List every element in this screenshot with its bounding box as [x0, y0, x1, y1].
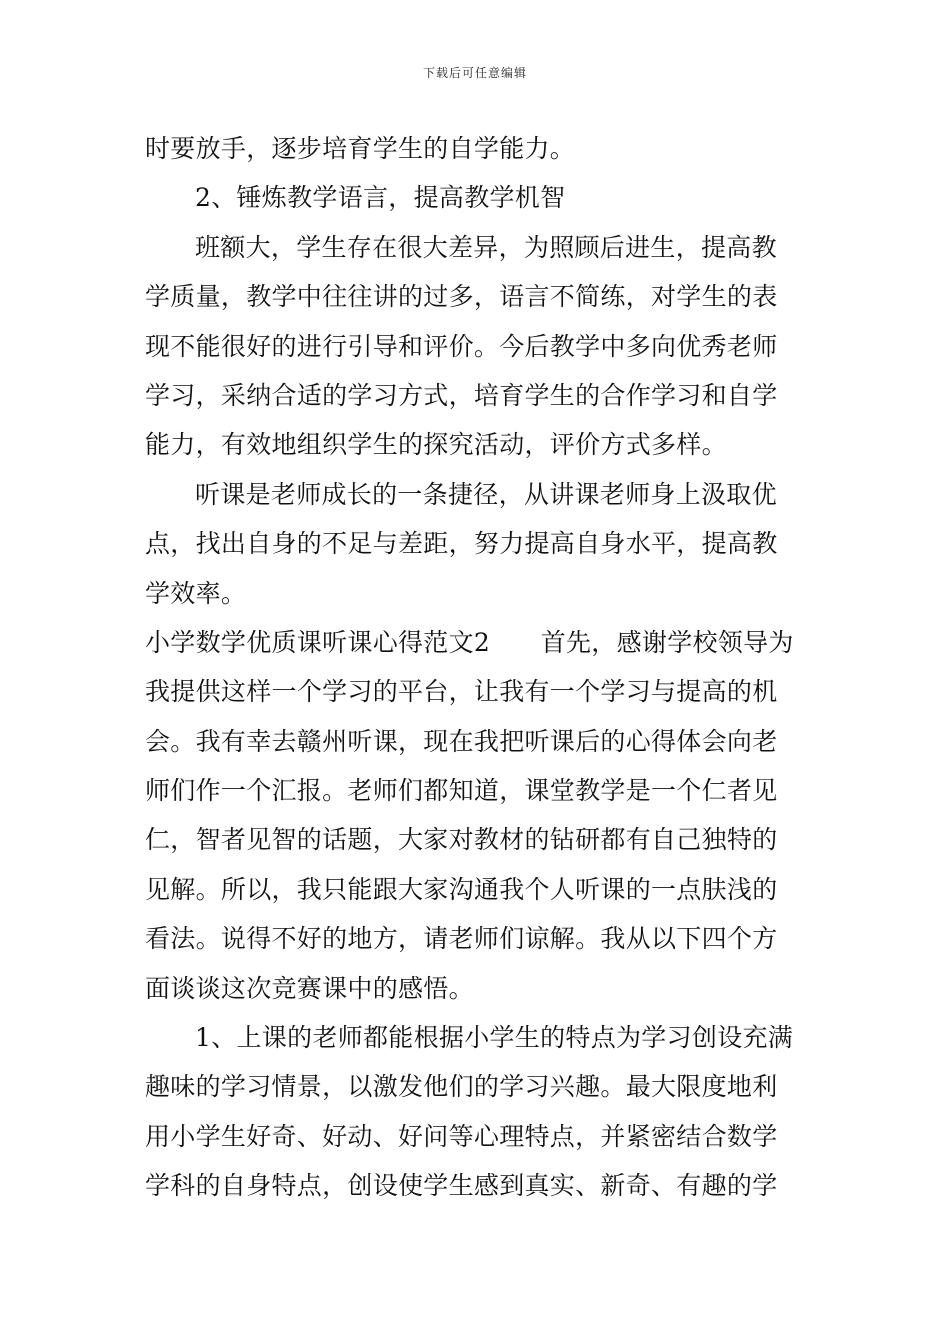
text-line: 听课是老师成长的一条捷径，从讲课老师身上汲取优: [195, 479, 777, 509]
article-title-line: 小学数学优质课听课心得范文2 首先，感谢学校领导为: [145, 627, 794, 657]
text-line: 时要放手，逐步培育学生的自学能力。: [145, 134, 576, 163]
text-line: 师们作一个汇报。老师们都知道，课堂教学是一个仁者见: [145, 776, 778, 806]
text-line: 学效率。: [145, 578, 247, 608]
text-line: 学质量，教学中往往讲的过多，语言不简练，对学生的表: [145, 282, 778, 312]
text-line: 现不能很好的进行引导和评价。今后教学中多向优秀老师: [145, 331, 778, 361]
text-line: 1、上课的老师都能根据小学生的特点为学习创设充满: [195, 1023, 794, 1053]
text-line: 班额大，学生存在很大差异，为照顾后进生，提高教: [195, 232, 777, 262]
text-line: 学科的自身特点，创设使学生感到真实、新奇、有趣的学: [145, 1171, 778, 1201]
text-line: 能力，有效地组织学生的探究活动，评价方式多样。: [145, 430, 727, 460]
text-line: 用小学生好奇、好动、好问等心理特点，并紧密结合数学: [145, 1121, 778, 1151]
document-body: [145, 124, 810, 1211]
text-line: 会。我有幸去赣州听课，现在我把听课后的心得体会向老: [145, 726, 778, 756]
text-line: 我提供这样一个学习的平台，让我有一个学习与提高的机: [145, 677, 778, 707]
text-line: 学习，采纳合适的学习方式，培育学生的合作学习和自学: [145, 380, 778, 410]
text-line: 面谈谈这次竞赛课中的感悟。: [145, 973, 474, 1003]
section-heading: 2、锤炼教学语言，提高教学机智: [195, 183, 566, 213]
text-line: 仁，智者见智的话题，大家对教材的钻研都有自己独特的: [145, 825, 778, 855]
text-line: 点，找出自身的不足与差距，努力提高自身水平，提高教: [145, 529, 778, 559]
text-line: 看法。说得不好的地方，请老师们谅解。我从以下四个方: [145, 924, 778, 954]
text-line: 趣味的学习情景，以激发他们的学习兴趣。最大限度地利: [145, 1072, 778, 1102]
page-header-note: 下载后可任意编辑: [422, 66, 527, 80]
text-line: 见解。所以，我只能跟大家沟通我个人听课的一点肤浅的: [145, 874, 778, 904]
